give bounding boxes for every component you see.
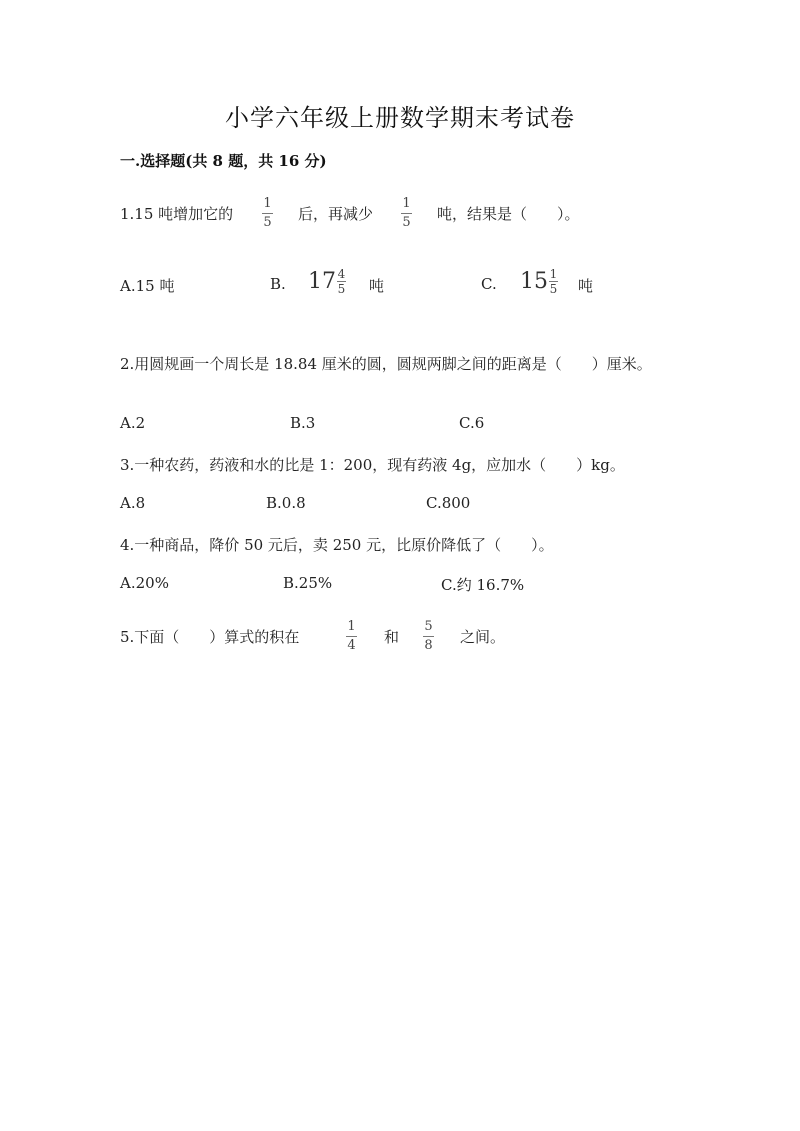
q1-text-part2: 后，再减少 [298, 205, 374, 223]
q1-text-part1: 1.15 吨增加它的 [120, 205, 234, 223]
q1-option-c-denominator: 5 [549, 282, 558, 296]
fraction-bar [262, 213, 273, 214]
q5-fraction-2-numerator: 5 [424, 619, 433, 634]
q5-fraction-2 [423, 620, 434, 653]
q1-fraction-2-numerator: 1 [402, 196, 411, 211]
q2-option-a: A.2 [120, 414, 146, 432]
q5-fraction-1 [346, 620, 357, 653]
q1-fraction-2-denominator: 5 [402, 215, 411, 230]
q1-option-b-denominator: 5 [337, 282, 346, 296]
q4-option-b: B.25% [283, 574, 333, 592]
q1-text-part3: 吨，结果是（ ）。 [437, 205, 580, 223]
fraction-bar [423, 636, 434, 637]
page-title: 小学六年级上册数学期末考试卷 [225, 104, 575, 132]
q3-option-a: A.8 [120, 494, 146, 512]
q1-option-c-fraction [549, 268, 558, 295]
q1-option-c-whole: 15 [520, 269, 548, 294]
q4-option-a: A.20% [120, 574, 169, 592]
q2-option-c: C.6 [459, 414, 485, 432]
q1-fraction-2 [401, 197, 412, 230]
q4-text: 4.一种商品，降价 50 元后，卖 250 元，比原价降低了（ ）。 [120, 536, 554, 554]
q1-option-c-unit: 吨 [578, 277, 594, 295]
q2-text: 2.用圆规画一个周长是 18.84 厘米的圆，圆规两脚之间的距离是（ ）厘米。 [120, 355, 652, 373]
q1-option-b-numerator: 4 [337, 267, 346, 281]
q2-option-b: B.3 [290, 414, 316, 432]
q1-option-b-fraction [337, 268, 346, 295]
q1-option-b-whole: 17 [308, 269, 336, 294]
q1-fraction-1-numerator: 1 [263, 196, 272, 211]
q4-option-c: C.约 16.7% [441, 576, 525, 594]
q1-option-b-label: B. [270, 275, 286, 293]
fraction-bar [346, 636, 357, 637]
section-heading: 一.选择题(共 8 题，共 16 分) [120, 152, 327, 170]
fraction-bar [401, 213, 412, 214]
q3-option-b: B.0.8 [266, 494, 306, 512]
q1-option-b-mixed-number [308, 268, 346, 295]
q1-fraction-1-denominator: 5 [263, 215, 272, 230]
q5-text-part1: 5.下面（ ）算式的积在 [120, 628, 300, 646]
q1-option-c-mixed-number [520, 268, 558, 295]
q1-option-c-numerator: 1 [549, 267, 558, 281]
q3-text: 3.一种农药，药液和水的比是 1：200，现有药液 4g，应加水（ ）kg。 [120, 456, 625, 474]
q1-option-b-unit: 吨 [369, 277, 385, 295]
q5-fraction-1-numerator: 1 [347, 619, 356, 634]
q3-option-c: C.800 [426, 494, 471, 512]
q5-fraction-2-denominator: 8 [424, 638, 433, 653]
q1-option-c-label: C. [481, 275, 497, 293]
q1-fraction-1 [262, 197, 273, 230]
q1-option-a: A.15 吨 [120, 277, 175, 295]
q5-text-part3: 之间。 [460, 628, 506, 646]
q5-fraction-1-denominator: 4 [347, 638, 356, 653]
q5-text-part2: 和 [384, 628, 400, 646]
